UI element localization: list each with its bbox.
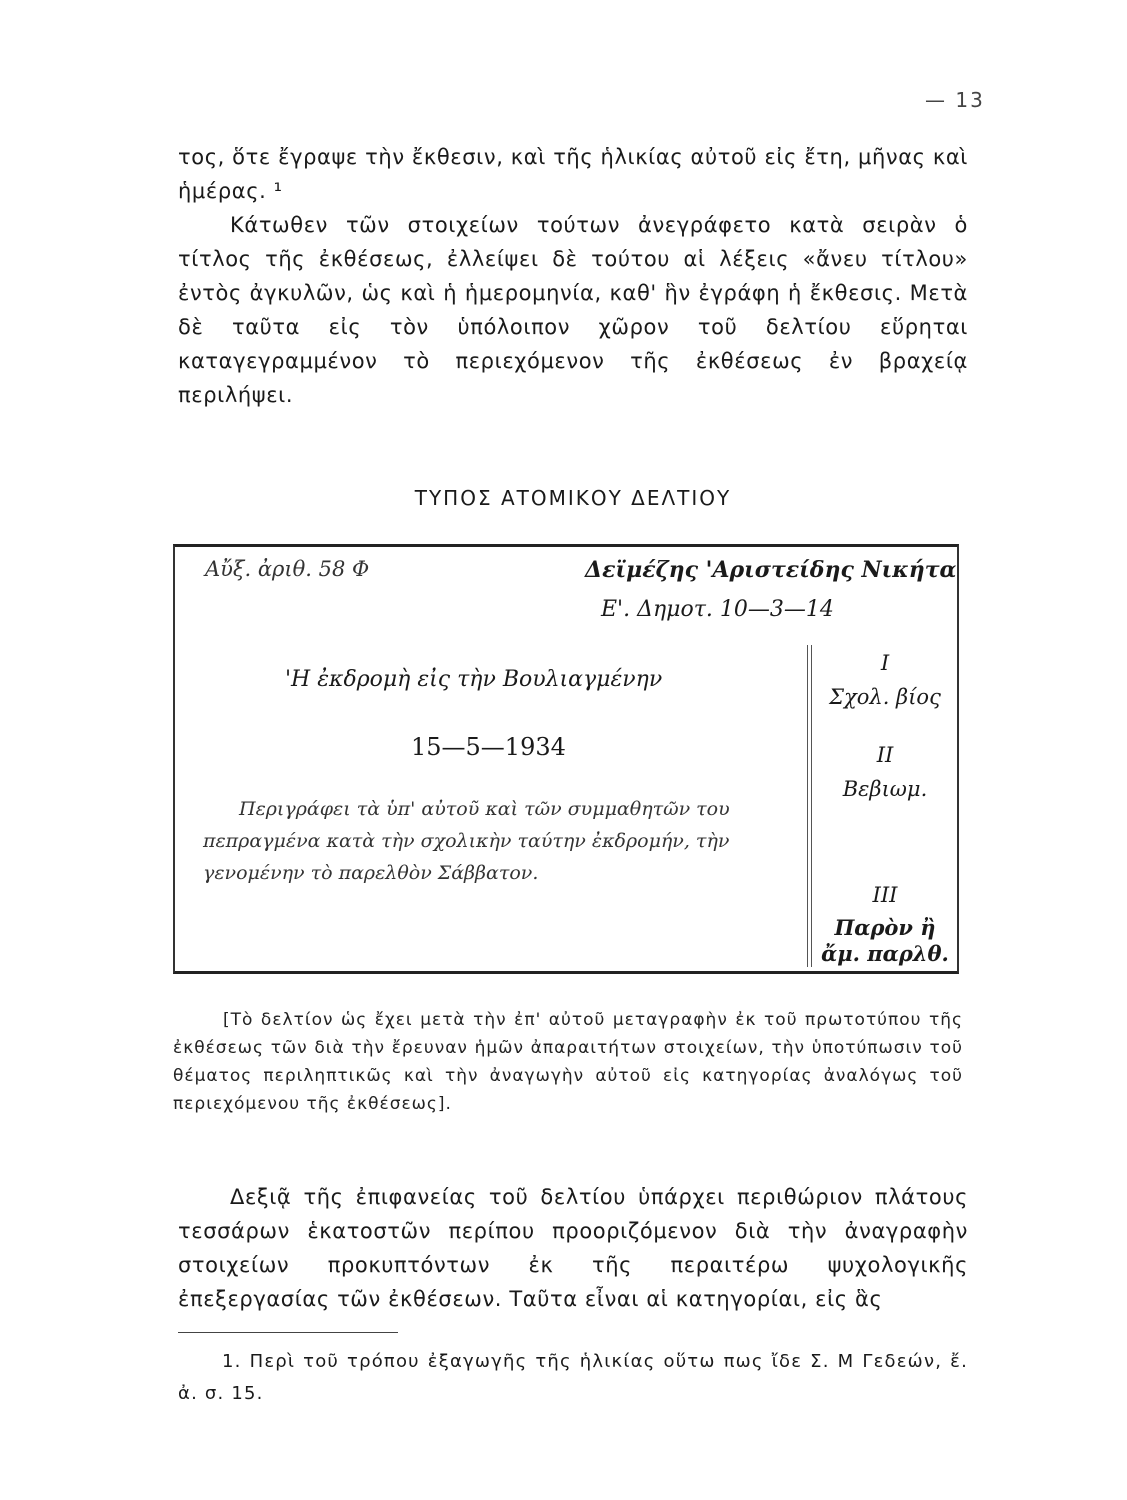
card-student-name: Δεϊμέζης 'Αριστείδης Νικήτα — [585, 557, 957, 583]
card-column-divider — [807, 645, 812, 967]
card-essay-summary: Περιγράφει τὰ ὑπ' αὐτοῦ καὶ τῶν συμμαθητῶν του πεπραγμένα κατὰ τὴν σχολικὴν ταύτην ἐκδρομήν, τὴν γενομένην τὸ παρελθὸν Σάββατον. — [203, 798, 730, 884]
category-2-numeral: II — [876, 743, 894, 767]
category-3-numeral: III — [872, 883, 898, 907]
category-3-label: Παρὸν ἢ — [834, 915, 936, 940]
category-1-numeral: I — [880, 651, 890, 675]
intro-paragraph-2: Κάτωθεν τῶν στοιχείων τούτων ἀνεγράφετο κατὰ σειρὰν ὁ τίτλος τῆς ἐκθέσεως, ἐλλείψει δὲ τούτου αἱ λέξεις «ἄνευ τίτλου» ἐντὸς ἀγκυλῶν, ὡς καὶ ἡ ἡμερομηνία, καθ' ἣν ἐγράφη ἡ ἔκθεσις. Μετὰ δὲ ταῦτα εἰς τὸν ὑπόλοιπον χῶρον τοῦ δελτίου εὕρηται καταγεγραμμένον τὸ περιεχόμενον τῆς ἐκθέσεως ἐν βραχείᾳ περιλήψει. — [178, 213, 968, 407]
category-1-label: Σχολ. βίος — [829, 685, 941, 709]
page-number: — 13 — [925, 88, 985, 112]
sample-record-card — [173, 544, 959, 974]
category-2-label: Βεβιωμ. — [842, 777, 928, 801]
card-essay-date: 15—5—1934 — [411, 733, 566, 761]
card-caption-note: [Τὸ δελτίον ὡς ἔχει μετὰ τὴν ἐπ' αὐτοῦ μεταγραφὴν ἐκ τοῦ πρωτοτύπου τῆς ἐκθέσεως τῶν διὰ τὴν ἔρευναν ἡμῶν ἀπαραιτήτων στοιχείων, τὴν ὑποτύπωσιν τοῦ θέματος περιληπτικῶς καὶ τὴν ἀναγωγὴν αὐτοῦ εἰς κατηγορίας ἀναλόγως τοῦ περιεχόμενου τῆς ἐκθέσεως]. — [173, 1010, 963, 1114]
card-registration-number: Αὔξ. ἀριθ. 58 Φ — [205, 557, 370, 581]
body-text — [178, 1180, 968, 1316]
intro-text — [178, 140, 968, 412]
footnote-separator — [178, 1332, 398, 1333]
intro-paragraph-1: τος, ὅτε ἔγραψε τὴν ἔκθεσιν, καὶ τῆς ἡλικίας αὐτοῦ εἰς ἔτη, μῆνας καὶ ἡμέρας. ¹ — [178, 145, 968, 203]
body-paragraph-3: Δεξιᾷ τῆς ἐπιφανείας τοῦ δελτίου ὑπάρχει περιθώριον πλάτους τεσσάρων ἑκατοστῶν περίπου προοριζόμενον διὰ τὴν ἀναγραφὴν στοιχείων προκυπτόντων ἐκ τῆς περαιτέρω ψυχολογικῆς ἐπεξεργασίας τῶν ἐκθέσεων. Ταῦτα εἶναι αἱ κατηγορίαι, εἰς ἃς — [178, 1185, 968, 1311]
section-title: ΤΥΠΟΣ ΑΤΟΜΙΚΟΥ ΔΕΛΤΙΟΥ — [414, 486, 732, 510]
category-3-label-line-2: ἄμ. παρλθ. — [821, 941, 949, 966]
card-class-and-birthdate: Ε'. Δημοτ. 10—3—14 — [601, 597, 834, 622]
footnote-1: 1. Περὶ τοῦ τρόπου ἐξαγωγῆς τῆς ἡλικίας οὕτω πως ἴδε Σ. Μ Γεδεών, ἔ. ἀ. σ. 15. — [178, 1351, 968, 1404]
card-essay-title: 'Η ἐκδρομὴ εἰς τὴν Βουλιαγμένην — [285, 667, 663, 692]
